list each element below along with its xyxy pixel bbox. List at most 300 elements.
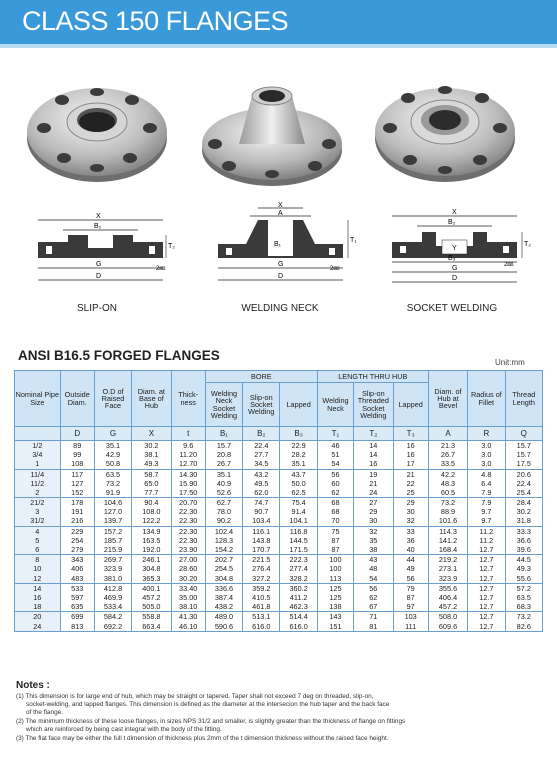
table-cell: 23.90	[171, 545, 205, 555]
table-cell: 32	[354, 526, 393, 536]
table-cell: 21	[393, 469, 428, 479]
table-cell: 100	[317, 564, 353, 573]
label-t2: T₂	[168, 243, 175, 250]
table-cell: 33.3	[505, 526, 542, 536]
label-d-wn: D	[278, 273, 284, 280]
table-cell: 9.7	[468, 507, 505, 516]
table-cell: 56	[354, 583, 393, 593]
cell-pipe-size: 3/4	[15, 450, 61, 459]
table-cell: 78.0	[205, 507, 242, 516]
table-cell: 46	[317, 441, 353, 451]
table-cell: 387.4	[205, 593, 242, 602]
table-row	[15, 450, 543, 459]
table-cell: 77.7	[132, 488, 171, 498]
table-cell: 3.0	[468, 459, 505, 469]
table-cell: 104.6	[94, 498, 131, 508]
table-cell: 90.2	[205, 517, 242, 527]
table-cell: 9.7	[468, 517, 505, 527]
table-cell: 40.9	[205, 479, 242, 488]
table-cell: 42.2	[428, 469, 467, 479]
table-cell: 279	[60, 545, 94, 555]
caption-socket-welding: SOCKET WELDING	[406, 303, 498, 314]
table-cell: 40	[393, 545, 428, 555]
table-cell: 104.1	[280, 517, 317, 527]
table-cell: 103.4	[243, 517, 280, 527]
table-cell: 3.0	[468, 441, 505, 451]
table-cell: 60	[317, 479, 353, 488]
table-cell: 54	[317, 459, 353, 469]
table-cell: 127.0	[94, 507, 131, 516]
table-cell: 12.7	[468, 593, 505, 602]
table-cell: 323.9	[94, 564, 131, 573]
table-cell: 584.2	[94, 612, 131, 622]
table-cell: 32	[393, 517, 428, 527]
table-cell: 406.4	[428, 593, 467, 602]
label-g: G	[96, 261, 102, 268]
table-cell: 7.9	[468, 498, 505, 508]
note-1a: (1) This dimension is for large end of hub, which may be straight or tapered. Taper shall not exceed 7 deg on threaded, slip-on,	[16, 693, 374, 700]
table-cell: 68	[317, 507, 353, 516]
label-d: D	[96, 273, 102, 280]
table-cell: 91.4	[280, 507, 317, 516]
symbol-cell: A	[428, 427, 467, 441]
table-cell: 22.9	[280, 441, 317, 451]
symbol-cell: B₂	[243, 427, 280, 441]
cell-pipe-size: 2	[15, 488, 61, 498]
header-radius-fillet: Radius of Fillet	[468, 371, 505, 427]
table-cell: 68.3	[505, 602, 542, 612]
symbol-cell: T₃	[393, 427, 428, 441]
table-row	[15, 593, 543, 602]
table-cell: 68	[317, 498, 353, 508]
table-cell: 67	[354, 602, 393, 612]
table-cell: 27.00	[171, 555, 205, 565]
table-cell: 35.1	[205, 469, 242, 479]
label-2mm: 2㎜	[156, 266, 166, 272]
table-cell: 25	[393, 488, 428, 498]
table-cell: 29	[393, 498, 428, 508]
table-cell: 89	[60, 441, 94, 451]
table-cell: 21	[354, 479, 393, 488]
table-cell: 269.7	[94, 555, 131, 565]
table-cell: 27.7	[243, 450, 280, 459]
table-cell: 143.8	[243, 536, 280, 545]
table-cell: 28.2	[280, 450, 317, 459]
table-cell: 157.2	[94, 526, 131, 536]
table-cell: 14	[354, 441, 393, 451]
table-cell: 88.9	[428, 507, 467, 516]
table-cell: 336.6	[205, 583, 242, 593]
table-cell: 616.0	[243, 622, 280, 632]
table-cell: 16	[393, 441, 428, 451]
slip-on-drawing	[18, 200, 183, 295]
table-cell: 122.2	[132, 517, 171, 527]
table-cell: 254.5	[205, 564, 242, 573]
table-row	[15, 536, 543, 545]
table-cell: 28.4	[505, 498, 542, 508]
table-cell: 38.10	[171, 602, 205, 612]
table-cell: 114.3	[428, 526, 467, 536]
table-cell: 178	[60, 498, 94, 508]
table-cell: 49.3	[132, 459, 171, 469]
table-cell: 26.7	[205, 459, 242, 469]
table-cell: 533.4	[94, 602, 131, 612]
table-cell: 62.7	[205, 498, 242, 508]
table-cell: 359.2	[243, 583, 280, 593]
table-cell: 170.7	[243, 545, 280, 555]
table-cell: 19	[354, 469, 393, 479]
table-row	[15, 479, 543, 488]
table-cell: 191	[60, 507, 94, 516]
table-cell: 323.9	[428, 574, 467, 584]
table-cell: 590.6	[205, 622, 242, 632]
table-row	[15, 583, 543, 593]
table-cell: 91.9	[94, 488, 131, 498]
table-cell: 48	[354, 564, 393, 573]
table-cell: 171.5	[280, 545, 317, 555]
table-cell: 102.4	[205, 526, 242, 536]
table-cell: 49.3	[505, 564, 542, 573]
table-cell: 116.8	[280, 526, 317, 536]
cell-pipe-size: 8	[15, 555, 61, 565]
label-b2: B₂	[94, 223, 102, 230]
table-cell: 28.60	[171, 564, 205, 573]
table-cell: 50.0	[280, 479, 317, 488]
table-cell: 70	[317, 517, 353, 527]
table-cell: 6.4	[468, 479, 505, 488]
table-cell: 49.5	[243, 479, 280, 488]
caption-slip-on: SLIP-ON	[76, 303, 117, 314]
table-cell: 457.2	[132, 593, 171, 602]
header-od-raised: O.D of Raised Face	[94, 371, 131, 427]
table-cell: 36.6	[505, 536, 542, 545]
table-cell: 56	[317, 469, 353, 479]
header-bore: BORE	[205, 371, 317, 383]
table-cell: 31.8	[505, 517, 542, 527]
table-cell: 513.1	[243, 612, 280, 622]
table-cell: 125	[317, 583, 353, 593]
table-cell: 30.20	[171, 574, 205, 584]
table-cell: 44.5	[505, 555, 542, 565]
welding-neck-drawing	[198, 200, 363, 295]
table-cell: 17	[393, 459, 428, 469]
header-lapped: Lapped	[280, 383, 317, 427]
table-cell: 49	[393, 564, 428, 573]
table-cell: 82.6	[505, 622, 542, 632]
table-cell: 461.8	[243, 602, 280, 612]
table-cell: 185.7	[94, 536, 131, 545]
table-cell: 12.7	[468, 555, 505, 565]
table-cell: 400.1	[132, 583, 171, 593]
table-cell: 22	[393, 479, 428, 488]
table-cell: 116.1	[243, 526, 280, 536]
label-a: A	[278, 210, 283, 217]
table-cell: 663.4	[132, 622, 171, 632]
table-cell: 35	[354, 536, 393, 545]
table-cell: 533	[60, 583, 94, 593]
symbol-cell: t	[171, 427, 205, 441]
table-cell: 51	[317, 450, 353, 459]
symbol-cell	[15, 427, 61, 441]
table-cell: 73.2	[428, 498, 467, 508]
table-cell: 15.7	[205, 441, 242, 451]
table-cell: 11.2	[468, 526, 505, 536]
table-cell: 43.2	[243, 469, 280, 479]
header-lapped-2: Lapped	[393, 383, 428, 427]
label-t2-sw: T₂	[524, 241, 531, 248]
cell-pipe-size: 5	[15, 536, 61, 545]
table-cell: 12.7	[468, 583, 505, 593]
table-cell: 254	[60, 536, 94, 545]
welding-neck-flange-photo	[197, 70, 347, 190]
table-row	[15, 574, 543, 584]
symbol-row	[15, 427, 543, 441]
table-cell: 125	[317, 593, 353, 602]
table-cell: 246.1	[132, 555, 171, 565]
table-cell: 27	[354, 498, 393, 508]
page-title: CLASS 150 FLANGES	[22, 6, 289, 36]
table-cell: 16	[354, 459, 393, 469]
table-cell: 117	[60, 469, 94, 479]
cell-pipe-size: 3	[15, 507, 61, 516]
header-thread-length: Thread Length	[505, 371, 542, 427]
table-cell: 111	[393, 622, 428, 632]
table-cell: 14.30	[171, 469, 205, 479]
cell-pipe-size: 12	[15, 574, 61, 584]
cell-pipe-size: 14	[15, 583, 61, 593]
cell-pipe-size: 1/2	[15, 441, 61, 451]
table-cell: 63.5	[94, 469, 131, 479]
table-cell: 304.8	[132, 564, 171, 573]
table-cell: 74.7	[243, 498, 280, 508]
table-row	[15, 507, 543, 516]
header-slip-on-socket: Slip-on Socket Welding	[243, 383, 280, 427]
symbol-cell: B₁	[205, 427, 242, 441]
table-body	[15, 441, 543, 632]
table-cell: 15.90	[171, 479, 205, 488]
table-cell: 327.2	[243, 574, 280, 584]
table-cell: 15.7	[505, 450, 542, 459]
title-banner	[0, 0, 557, 44]
note-1b: socket-welding, and lapped flanges. This dimension is defined as the diameter at the intersecion the hub taper and the back face	[26, 701, 390, 708]
table-row	[15, 526, 543, 536]
table-cell: 22.30	[171, 517, 205, 527]
table-cell: 163.5	[132, 536, 171, 545]
table-row	[15, 441, 543, 451]
table-cell: 87	[317, 536, 353, 545]
symbol-cell: D	[60, 427, 94, 441]
table-cell: 60.5	[428, 488, 467, 498]
table-cell: 56	[393, 574, 428, 584]
label-x-sw: X	[452, 209, 457, 216]
table-row	[15, 612, 543, 622]
table-cell: 14	[354, 450, 393, 459]
symbol-cell: T₂	[354, 427, 393, 441]
flange-spec-table	[14, 370, 543, 632]
label-g-sw: G	[452, 265, 458, 272]
table-cell: 101.6	[428, 517, 467, 527]
table-cell: 11.20	[171, 450, 205, 459]
table-cell: 34.5	[243, 459, 280, 469]
table-cell: 57.2	[505, 583, 542, 593]
label-g-wn: G	[278, 261, 284, 268]
table-cell: 192.0	[132, 545, 171, 555]
banner-strip	[0, 44, 557, 48]
table-cell: 41.30	[171, 612, 205, 622]
table-row	[15, 622, 543, 632]
caption-welding-neck: WELDING NECK	[241, 303, 319, 314]
table-cell: 73.2	[94, 479, 131, 488]
table-cell: 81	[354, 622, 393, 632]
label-t1: T₁	[350, 237, 357, 244]
symbol-cell: T₁	[317, 427, 353, 441]
table-cell: 21.3	[428, 441, 467, 451]
table-cell: 9.6	[171, 441, 205, 451]
table-cell: 813	[60, 622, 94, 632]
table-cell: 15.7	[505, 441, 542, 451]
label-2mm-wn: 2㎜	[330, 266, 340, 272]
table-cell: 360.2	[280, 583, 317, 593]
table-cell: 489.0	[205, 612, 242, 622]
label-b2-sw: B₂	[448, 219, 456, 226]
cell-pipe-size: 1	[15, 459, 61, 469]
table-cell: 508.0	[428, 612, 467, 622]
label-x: X	[96, 213, 101, 220]
symbol-cell: Q	[505, 427, 542, 441]
table-cell: 381.0	[94, 574, 131, 584]
table-cell: 7.9	[468, 488, 505, 498]
table-cell: 514.4	[280, 612, 317, 622]
table-cell: 30	[354, 517, 393, 527]
table-cell: 55.6	[505, 574, 542, 584]
table-cell: 12.7	[468, 612, 505, 622]
unit-label: Unit:mm	[495, 358, 525, 367]
table-cell: 35.1	[94, 441, 131, 451]
table-cell: 438.2	[205, 602, 242, 612]
table-cell: 616.0	[280, 622, 317, 632]
header-welding-neck: Welding Neck	[317, 383, 353, 427]
note-3: (3) The flat face may be either the full t dimension of thickness plus 2mm of the t dimension thickness without the raised face height.	[16, 735, 389, 742]
table-cell: 3.0	[468, 450, 505, 459]
table-cell: 12.70	[171, 459, 205, 469]
table-cell: 219.2	[428, 555, 467, 565]
symbol-cell: G	[94, 427, 131, 441]
socket-welding-flange-photo	[370, 70, 520, 190]
table-cell: 12.7	[468, 602, 505, 612]
table-cell: 355.6	[428, 583, 467, 593]
table-cell: 22.4	[243, 441, 280, 451]
table-cell: 75.4	[280, 498, 317, 508]
table-cell: 12.7	[468, 564, 505, 573]
table-cell: 406	[60, 564, 94, 573]
slip-on-flange-photo	[22, 70, 172, 190]
table-cell: 50.8	[94, 459, 131, 469]
table-cell: 328.2	[280, 574, 317, 584]
table-cell: 343	[60, 555, 94, 565]
table-cell: 304.8	[205, 574, 242, 584]
table-cell: 229	[60, 526, 94, 536]
table-cell: 483	[60, 574, 94, 584]
table-cell: 22.4	[505, 479, 542, 488]
table-cell: 143	[317, 612, 353, 622]
cell-pipe-size: 6	[15, 545, 61, 555]
table-cell: 29	[354, 507, 393, 516]
table-cell: 87	[317, 545, 353, 555]
table-cell: 20.70	[171, 498, 205, 508]
header-outside: Outside Diam.	[60, 371, 94, 427]
table-cell: 154.2	[205, 545, 242, 555]
table-cell: 597	[60, 593, 94, 602]
table-row	[15, 555, 543, 565]
table-cell: 139.7	[94, 517, 131, 527]
table-cell: 25.4	[505, 488, 542, 498]
label-b1: B₁	[274, 241, 282, 248]
table-cell: 16	[393, 450, 428, 459]
table-cell: 273.1	[428, 564, 467, 573]
cell-pipe-size: 4	[15, 526, 61, 536]
table-cell: 692.2	[94, 622, 131, 632]
table-cell: 97	[393, 602, 428, 612]
symbol-cell: B₃	[280, 427, 317, 441]
table-cell: 457.2	[428, 602, 467, 612]
table-cell: 90.7	[243, 507, 280, 516]
table-cell: 90.4	[132, 498, 171, 508]
table-cell: 35.1	[280, 459, 317, 469]
table-cell: 39.6	[505, 545, 542, 555]
table-cell: 99	[60, 450, 94, 459]
section-title: ANSI B16.5 FORGED FLANGES	[18, 348, 220, 363]
table-cell: 113	[317, 574, 353, 584]
table-cell: 24	[354, 488, 393, 498]
table-cell: 42.9	[94, 450, 131, 459]
table-cell: 71	[354, 612, 393, 622]
table-cell: 63.5	[505, 593, 542, 602]
symbol-cell: X	[132, 427, 171, 441]
table-row	[15, 602, 543, 612]
table-cell: 73.2	[505, 612, 542, 622]
table-cell: 462.3	[280, 602, 317, 612]
table-cell: 127	[60, 479, 94, 488]
header-thickness: Thick- ness	[171, 371, 205, 427]
cell-pipe-size: 24	[15, 622, 61, 632]
cell-pipe-size: 18	[15, 602, 61, 612]
table-cell: 276.4	[243, 564, 280, 573]
table-cell: 22.30	[171, 507, 205, 516]
table-cell: 38.1	[132, 450, 171, 459]
cell-pipe-size: 20	[15, 612, 61, 622]
table-row	[15, 517, 543, 527]
cell-pipe-size: 31/2	[15, 517, 61, 527]
table-cell: 33	[393, 526, 428, 536]
table-cell: 33.40	[171, 583, 205, 593]
table-cell: 62	[317, 488, 353, 498]
symbol-cell: R	[468, 427, 505, 441]
cell-pipe-size: 11/2	[15, 479, 61, 488]
socket-welding-drawing	[372, 200, 537, 295]
table-cell: 26.7	[428, 450, 467, 459]
table-cell: 699	[60, 612, 94, 622]
header-length-thru-hub: LENGTH THRU HUB	[317, 371, 428, 383]
table-cell: 30.2	[505, 507, 542, 516]
cell-pipe-size: 21/2	[15, 498, 61, 508]
table-cell: 168.4	[428, 545, 467, 555]
label-2mm-sw: 2㎜	[504, 262, 514, 268]
table-cell: 410.5	[243, 593, 280, 602]
table-cell: 134.9	[132, 526, 171, 536]
table-cell: 221.5	[243, 555, 280, 565]
table-cell: 505.0	[132, 602, 171, 612]
table-cell: 4.8	[468, 469, 505, 479]
